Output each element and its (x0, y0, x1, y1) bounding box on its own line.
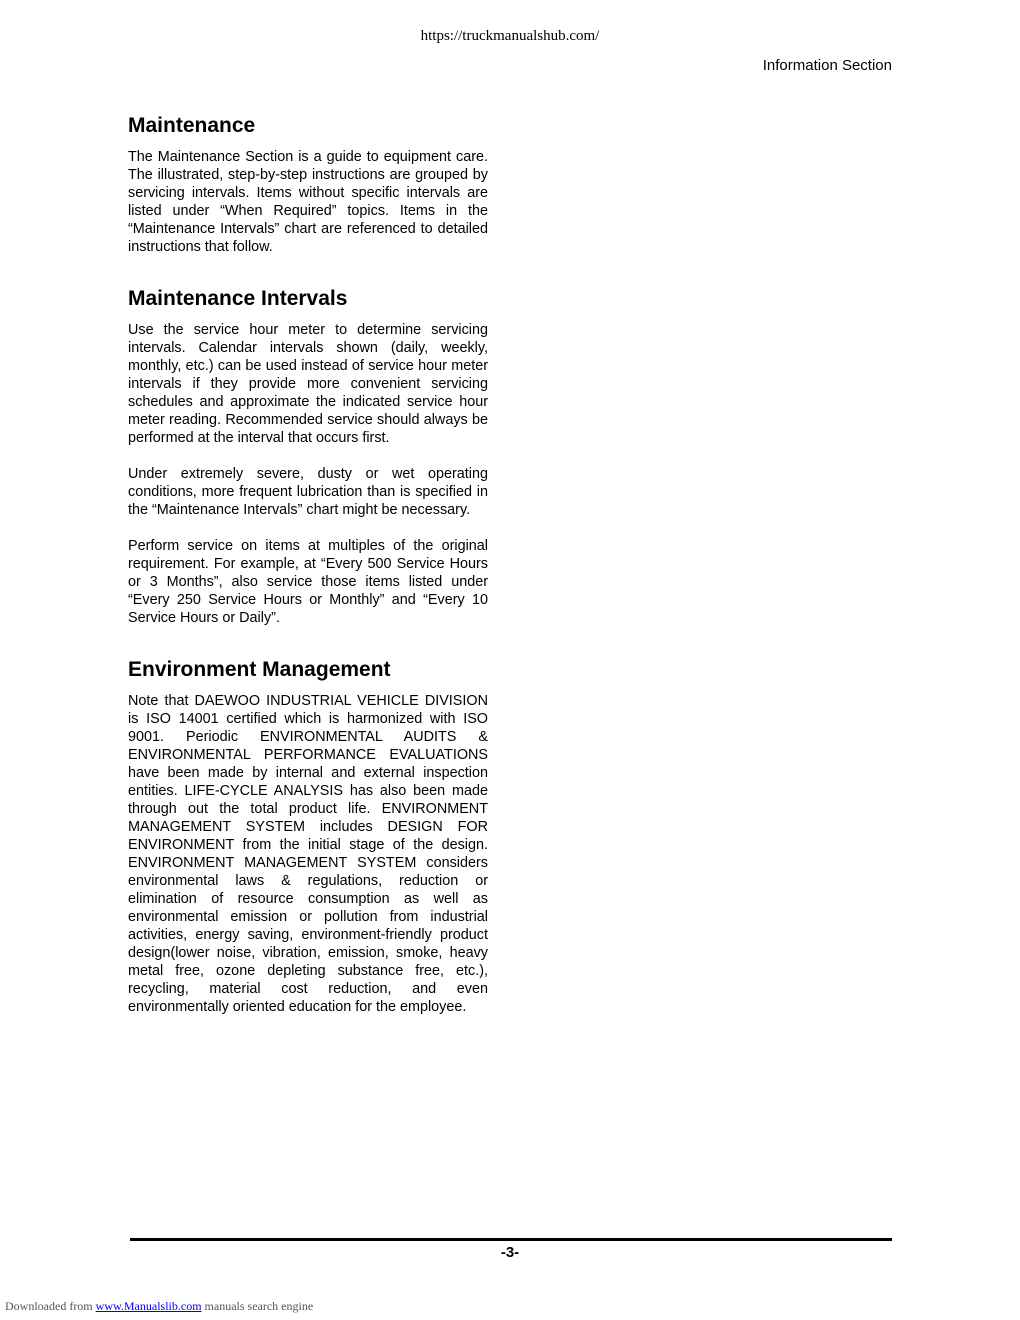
section-title: Environment Management (128, 658, 391, 681)
running-header: Information Section (762, 57, 892, 74)
manualslib-link[interactable]: www.Manualslib.com (95, 1299, 202, 1313)
paragraph: The Maintenance Section is a guide to equipment care. The illustrated, step-by-step instructions are grouped by servicing intervals. Items without specific intervals are listed under “When Required” topics. Items in the “Maintenance Intervals” chart are referenced to detailed instructions that follow. (128, 149, 488, 255)
maintenance-section (128, 113, 488, 256)
paragraph: Use the service hour meter to determine servicing intervals. Calendar intervals shown (daily, weekly, monthly, etc.) can be used instead of service hour meter intervals if they provide more convenient servicing schedules and approximate the indicated service hour meter reading. Recommended service should always be performed at the interval that occurs first. (128, 322, 488, 446)
page-number: -3- (500, 1244, 520, 1261)
section-title: Maintenance (128, 114, 256, 137)
environment-management-section (128, 657, 488, 1016)
footer-suffix: manuals search engine (204, 1299, 314, 1313)
maintenance-intervals-section (128, 286, 488, 627)
top-url: https://truckmanualshub.com/ (420, 28, 600, 44)
content-column (128, 113, 488, 1034)
paragraph: Perform service on items at multiples of the original requirement. For example, at “Every 500 Service Hours or 3 Months”, also service those items listed under “Every 250 Service Hours or Monthly” and “Every 10 Service Hours or Daily”. (128, 538, 488, 626)
paragraph: Note that DAEWOO INDUSTRIAL VEHICLE DIVISION is ISO 14001 certified which is harmonized with ISO 9001. Periodic ENVIRONMENTAL AUDITS & ENVIRONMENTAL PERFORMANCE EVALUATIONS have been made by internal and external inspection entities. LIFE-CYCLE ANALYSIS has also been made through out the total product life. ENVIRONMENT MANAGEMENT SYSTEM includes DESIGN FOR ENVIRONMENT from the initial stage of the design. ENVIRONMENT MANAGEMENT SYSTEM considers environmental laws & regulations, reduction or elimination of resource consumption as well as environmental emission or pollution from industrial activities, energy saving, environment-friendly product design(lower noise, vibration, emission, smoke, heavy metal free, ozone depleting substance free, etc.), recycling, material cost reduction, and even environmentally oriented education for the employee. (128, 693, 488, 1015)
section-title: Maintenance Intervals (128, 287, 348, 310)
download-footer (5, 1299, 313, 1314)
footer-rule (130, 1238, 892, 1241)
paragraph: Under extremely severe, dusty or wet operating conditions, more frequent lubrication than is specified in the “Maintenance Intervals” chart might be necessary. (128, 466, 488, 518)
footer-prefix: Downloaded from (5, 1299, 93, 1313)
